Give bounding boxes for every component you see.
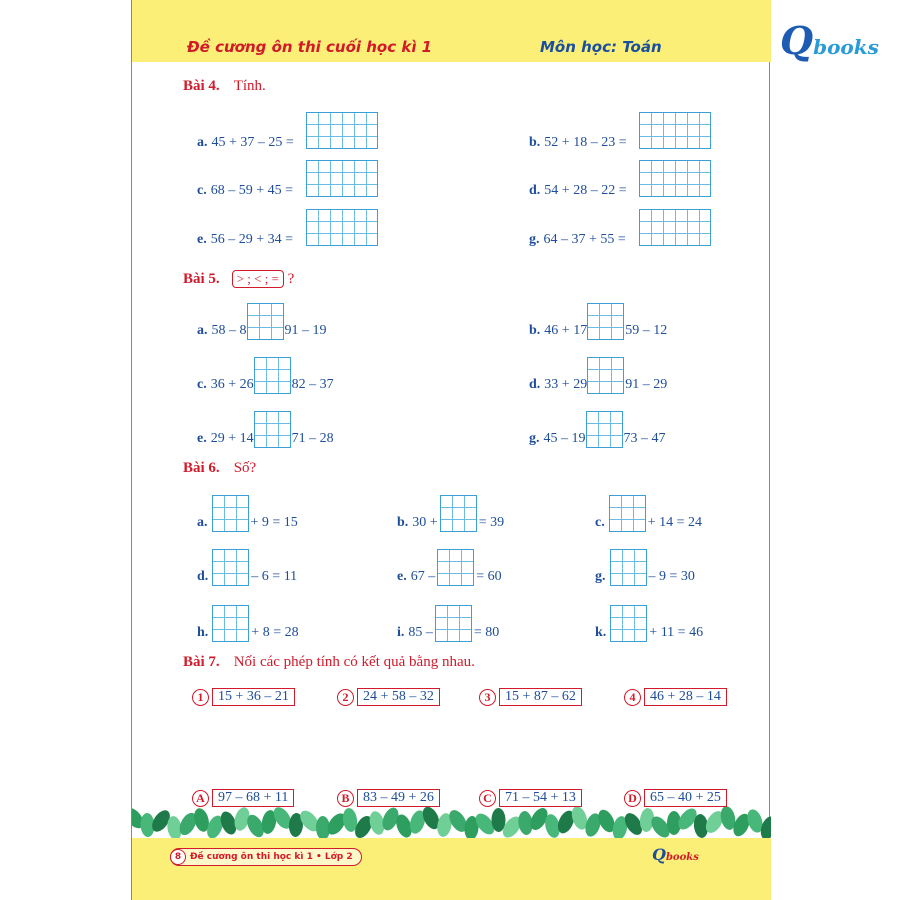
- item-label: a.: [197, 323, 208, 338]
- bai5-title: Bài 5. > ; < ; = ?: [183, 271, 295, 287]
- matching-expression-card[interactable]: [624, 788, 727, 808]
- bai4-title: Bài 4. Tính.: [183, 78, 266, 94]
- post-expression: – 9 = 30: [648, 569, 695, 584]
- matching-expression-card[interactable]: [192, 788, 294, 808]
- card-expression: 65 – 40 + 25: [644, 789, 727, 807]
- card-expression: 83 – 49 + 26: [357, 789, 440, 807]
- item-label: c.: [197, 377, 207, 392]
- bai4-item: [529, 135, 627, 151]
- bai5-item: [197, 377, 334, 393]
- item-label: d.: [529, 377, 541, 392]
- signs-box: > ; < ; =: [232, 270, 284, 288]
- item-label: b.: [529, 135, 541, 150]
- item-label: g.: [595, 569, 606, 584]
- bai5-item: [197, 323, 327, 339]
- item-label: i.: [397, 625, 405, 640]
- compare-grid-input[interactable]: [586, 411, 623, 448]
- answer-grid-input[interactable]: [306, 209, 378, 246]
- item-label: d.: [529, 183, 541, 198]
- compare-grid-input[interactable]: [247, 303, 284, 340]
- marker-circle: A: [192, 790, 209, 807]
- item-label: a.: [197, 515, 208, 530]
- marker-circle: D: [624, 790, 641, 807]
- left-expression: 58 – 8: [211, 323, 247, 338]
- right-expression: 91 – 29: [625, 377, 668, 392]
- left-expression: 36 + 26: [210, 377, 254, 392]
- compare-grid-input[interactable]: [587, 303, 624, 340]
- bai4-item: [529, 183, 627, 199]
- item-expression: 45 + 37 – 25 =: [211, 135, 294, 150]
- answer-grid-input[interactable]: [639, 160, 711, 197]
- matching-expression-card[interactable]: [479, 788, 582, 808]
- post-expression: = 39: [478, 515, 505, 530]
- number-grid-input[interactable]: [212, 549, 249, 586]
- answer-grid-input[interactable]: [306, 160, 378, 197]
- bai6-item: [397, 515, 504, 531]
- bai6-item: [595, 569, 695, 585]
- bai6-title: Bài 6. Số?: [183, 460, 257, 476]
- item-label: g.: [529, 232, 540, 247]
- item-expression: 52 + 18 – 23 =: [544, 135, 627, 150]
- number-grid-input[interactable]: [212, 605, 249, 642]
- bai6-item: [595, 625, 703, 641]
- marker-circle: 1: [192, 689, 209, 706]
- pre-expression: 67 –: [410, 569, 436, 584]
- item-label: k.: [595, 625, 607, 640]
- bai6-item: [595, 515, 702, 531]
- number-grid-input[interactable]: [437, 549, 474, 586]
- footer-logo: Qbooks: [652, 845, 699, 864]
- matching-expression-card[interactable]: [624, 687, 727, 707]
- item-label: e.: [397, 569, 407, 584]
- item-expression: 56 – 29 + 34 =: [210, 232, 294, 247]
- left-expression: 46 + 17: [544, 323, 588, 338]
- right-expression: 82 – 37: [291, 377, 334, 392]
- compare-grid-input[interactable]: [587, 357, 624, 394]
- post-expression: = 80: [473, 625, 500, 640]
- right-expression: 73 – 47: [623, 431, 666, 446]
- card-expression: 15 + 36 – 21: [212, 688, 295, 706]
- post-expression: + 9 = 15: [250, 515, 298, 530]
- worksheet-page: [131, 0, 770, 900]
- header-title: Đề cương ôn thi cuối học kì 1: [187, 38, 433, 56]
- bai5-item: [197, 431, 334, 447]
- post-expression: + 11 = 46: [649, 625, 704, 640]
- card-expression: 46 + 28 – 14: [644, 688, 727, 706]
- bai4-item: [529, 232, 626, 248]
- bai6-item: [197, 515, 298, 531]
- card-expression: 71 – 54 + 13: [499, 789, 582, 807]
- pre-expression: 85 –: [408, 625, 433, 640]
- item-label: b.: [397, 515, 409, 530]
- post-expression: + 8 = 28: [251, 625, 299, 640]
- item-label: e.: [197, 431, 207, 446]
- header-subject: Môn học: Toán: [540, 38, 662, 56]
- item-label: c.: [595, 515, 605, 530]
- number-grid-input[interactable]: [435, 605, 472, 642]
- bai5-item: [529, 377, 667, 393]
- number-grid-input[interactable]: [610, 605, 647, 642]
- answer-grid-input[interactable]: [306, 112, 378, 149]
- left-expression: 45 – 19: [543, 431, 586, 446]
- item-label: c.: [197, 183, 207, 198]
- matching-expression-card[interactable]: [192, 687, 295, 707]
- right-expression: 91 – 19: [284, 323, 327, 338]
- item-label: h.: [197, 625, 209, 640]
- footer-label: 8 Đề cương ôn thi học kì 1 • Lớp 2: [170, 848, 362, 866]
- number-grid-input[interactable]: [609, 495, 646, 532]
- bai5-item: [529, 323, 667, 339]
- pre-expression: 30 +: [412, 515, 438, 530]
- number-grid-input[interactable]: [212, 495, 249, 532]
- post-expression: + 14 = 24: [647, 515, 703, 530]
- compare-grid-input[interactable]: [254, 411, 291, 448]
- qbooks-logo: Qbooks: [780, 18, 879, 63]
- compare-grid-input[interactable]: [254, 357, 291, 394]
- number-grid-input[interactable]: [610, 549, 647, 586]
- post-expression: – 6 = 11: [251, 569, 298, 584]
- answer-grid-input[interactable]: [639, 112, 711, 149]
- bai4-item: [197, 232, 293, 248]
- matching-expression-card[interactable]: [337, 788, 440, 808]
- left-expression: 33 + 29: [544, 377, 588, 392]
- marker-circle: 3: [479, 689, 496, 706]
- marker-circle: 2: [337, 689, 354, 706]
- left-expression: 29 + 14: [210, 431, 254, 446]
- bai6-item: [397, 625, 499, 641]
- matching-expression-card[interactable]: [479, 687, 582, 707]
- item-label: d.: [197, 569, 209, 584]
- page-number: 8: [170, 849, 186, 865]
- bai6-item: [197, 569, 297, 585]
- card-expression: 24 + 58 – 32: [357, 688, 440, 706]
- marker-circle: B: [337, 790, 354, 807]
- post-expression: = 60: [476, 569, 502, 584]
- matching-expression-card[interactable]: [337, 687, 440, 707]
- marker-circle: C: [479, 790, 496, 807]
- bai4-item: [197, 135, 294, 151]
- item-label: e.: [197, 232, 207, 247]
- answer-grid-input[interactable]: [639, 209, 711, 246]
- bai5-item: [529, 431, 666, 447]
- item-label: g.: [529, 431, 540, 446]
- item-expression: 68 – 59 + 45 =: [210, 183, 294, 198]
- item-label: b.: [529, 323, 541, 338]
- bai4-item: [197, 183, 293, 199]
- bai7-title: Bài 7. Nối các phép tính có kết quả bằng nhau.: [183, 654, 475, 670]
- item-expression: 54 + 28 – 22 =: [544, 183, 627, 198]
- card-expression: 15 + 87 – 62: [499, 688, 582, 706]
- bai6-item: [197, 625, 299, 641]
- card-expression: 97 – 68 + 11: [212, 789, 294, 807]
- item-label: a.: [197, 135, 208, 150]
- right-expression: 71 – 28: [291, 431, 334, 446]
- right-expression: 59 – 12: [625, 323, 668, 338]
- item-expression: 64 – 37 + 55 =: [543, 232, 626, 247]
- bai6-item: [397, 569, 502, 585]
- number-grid-input[interactable]: [440, 495, 477, 532]
- marker-circle: 4: [624, 689, 641, 706]
